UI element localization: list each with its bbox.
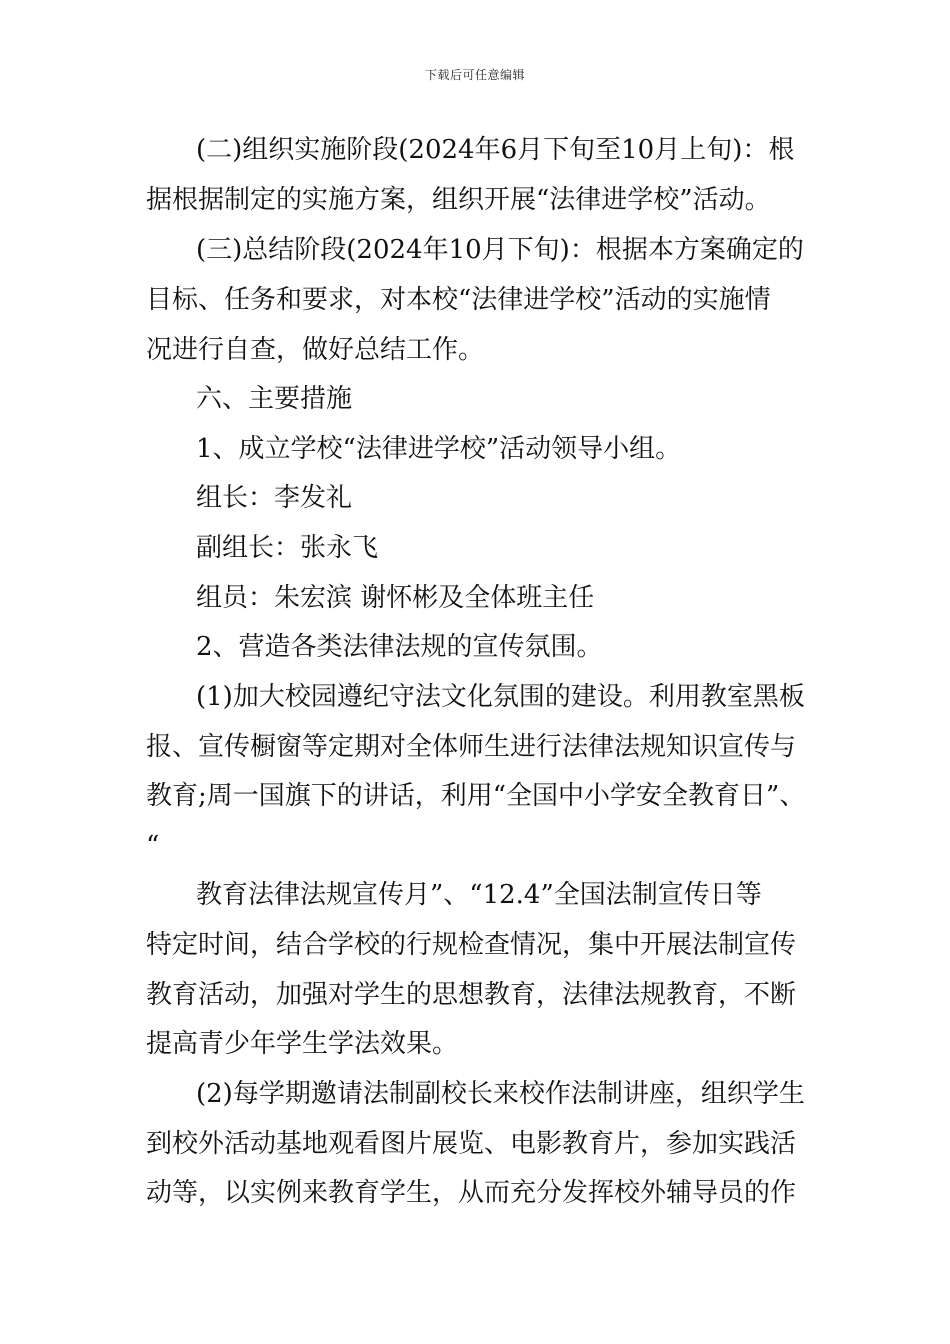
text-line: 副组长：张永飞 bbox=[196, 533, 379, 563]
text-line: 教育;周一国旗下的讲话，利用“全国中小学安全教育日”、 bbox=[146, 781, 806, 811]
text-line: 1、成立学校“法律进学校”活动领导小组。 bbox=[196, 434, 682, 464]
text-line: 特定时间，结合学校的行规检查情况，集中开展法制宣传 bbox=[146, 930, 797, 960]
text-line: (二)组织实施阶段(2024年6月下旬至10月上旬)：根 bbox=[196, 135, 795, 165]
text-line: (1)加大校园遵纪守法文化氛围的建设。利用教室黑板 bbox=[196, 682, 805, 712]
text-line: 2、营造各类法律法规的宣传氛围。 bbox=[196, 632, 603, 662]
page-header: 下载后可任意编辑 bbox=[424, 68, 525, 82]
text-line: 据根据制定的实施方案，组织开展“法律进学校”活动。 bbox=[146, 185, 771, 215]
text-line: (2)每学期邀请法制副校长来校作法制讲座，组织学生 bbox=[196, 1079, 805, 1109]
text-line: 组长：李发礼 bbox=[196, 483, 353, 513]
text-line: 教育活动，加强对学生的思想教育，法律法规教育，不断 bbox=[146, 980, 797, 1010]
text-line: (三)总结阶段(2024年10月下旬)：根据本方案确定的 bbox=[196, 235, 804, 265]
text-line: “ bbox=[146, 831, 160, 861]
text-line: 动等，以实例来教育学生，从而充分发挥校外辅导员的作 bbox=[146, 1178, 797, 1208]
text-line: 教育法律法规宣传月”、“12.4”全国法制宣传日等 bbox=[196, 880, 762, 910]
text-line: 到校外活动基地观看图片展览、电影教育片，参加实践活 bbox=[146, 1129, 797, 1159]
text-line: 提高青少年学生学法效果。 bbox=[146, 1029, 459, 1059]
section-heading: 六、主要措施 bbox=[196, 384, 353, 414]
text-line: 报、宣传橱窗等定期对全体师生进行法律法规知识宣传与 bbox=[146, 732, 797, 762]
text-line: 目标、任务和要求，对本校“法律进学校”活动的实施情 bbox=[146, 285, 771, 315]
text-line: 况进行自查，做好总结工作。 bbox=[146, 335, 485, 365]
text-line: 组员：朱宏滨 谢怀彬及全体班主任 bbox=[196, 583, 595, 613]
